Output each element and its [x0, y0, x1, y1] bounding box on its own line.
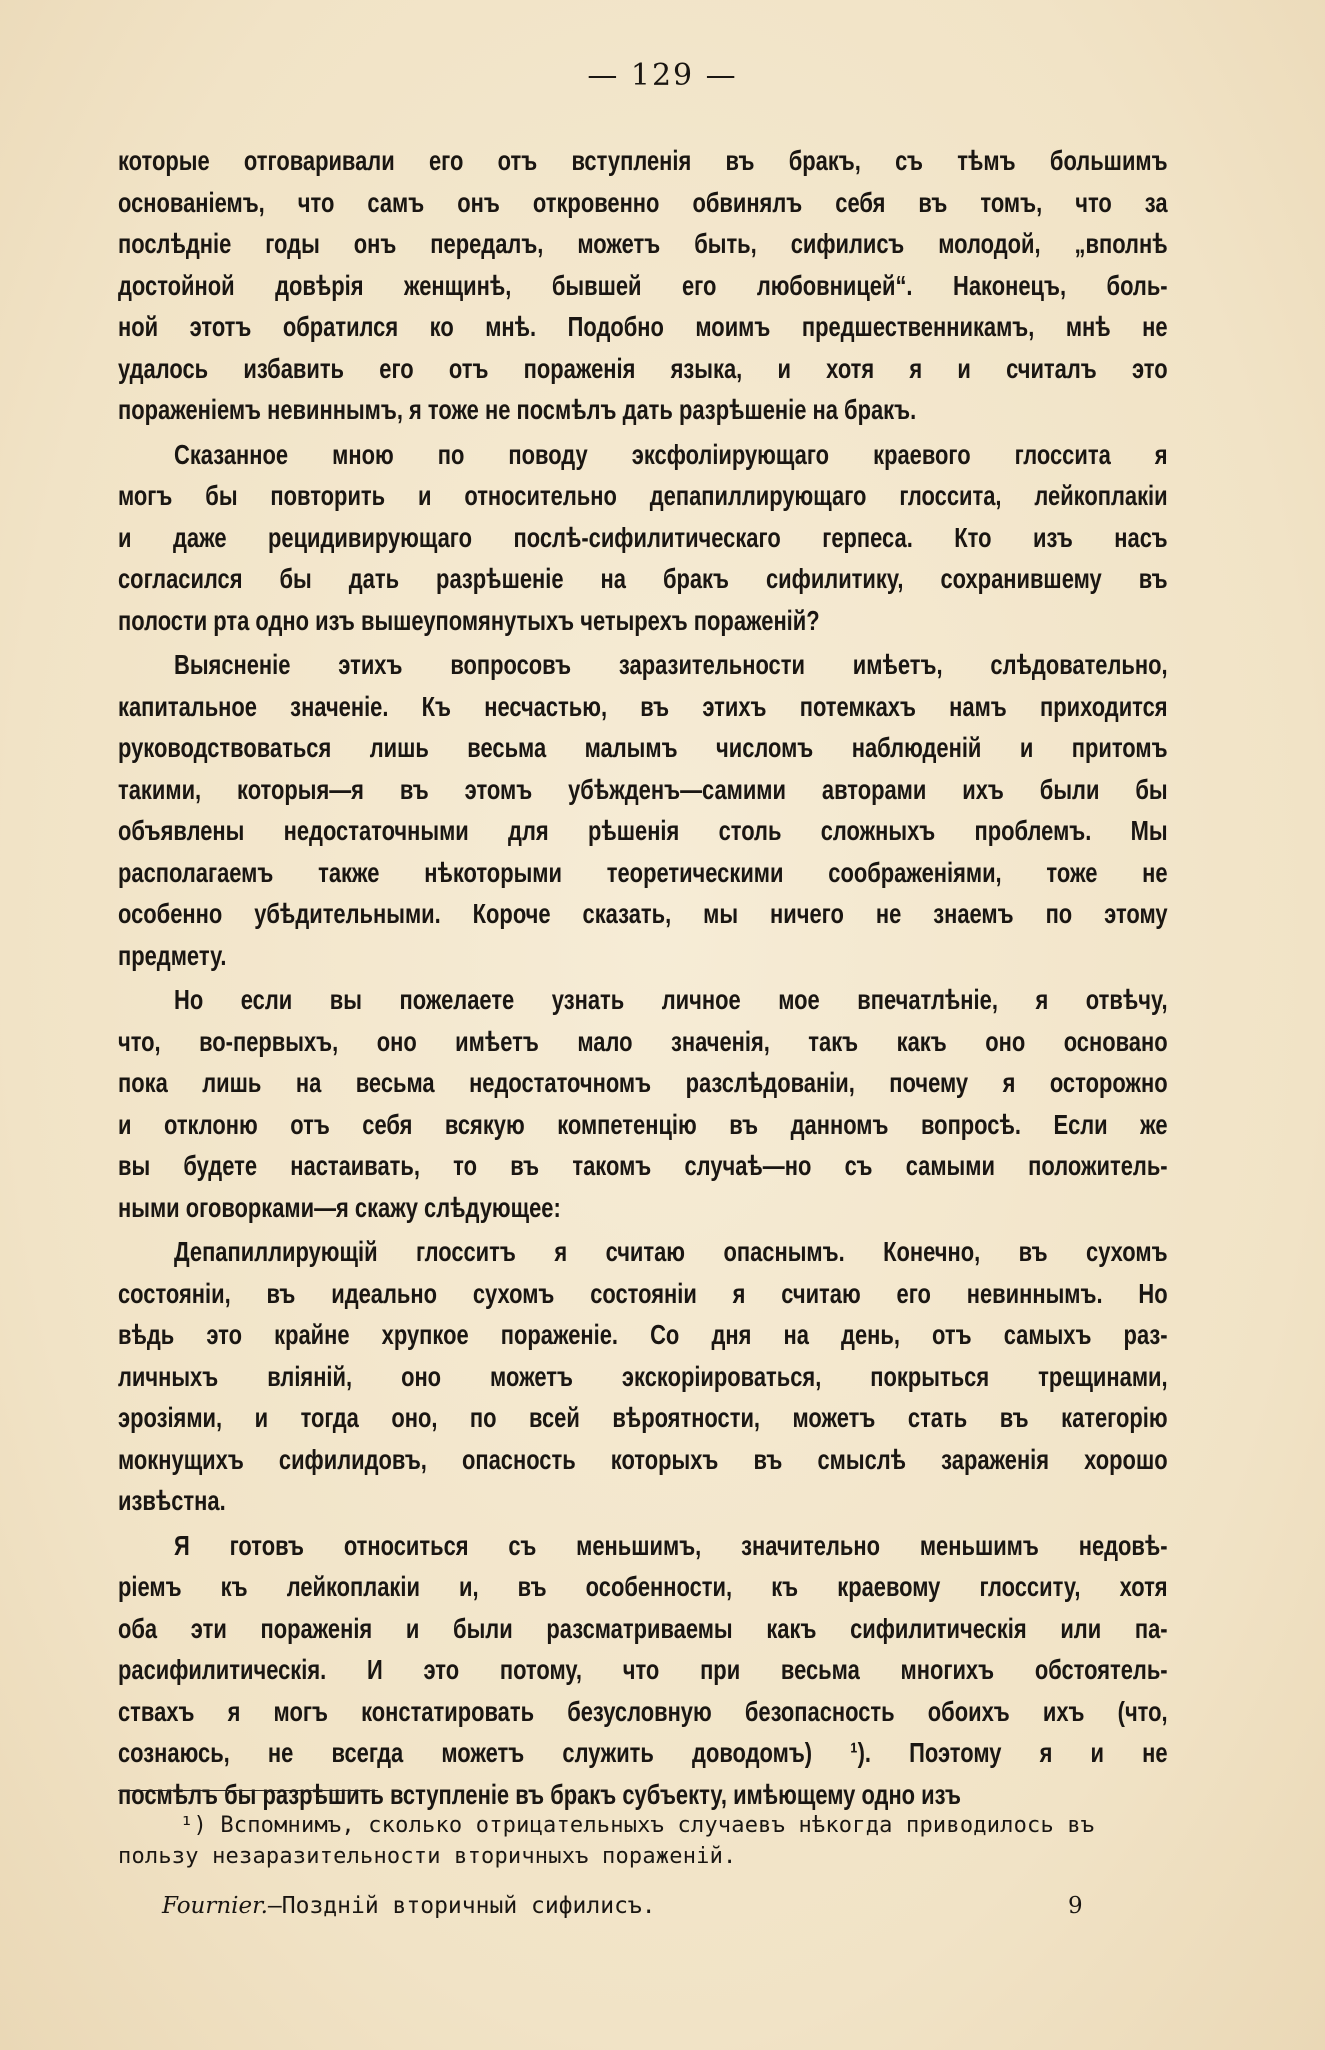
text-line: особенно убѣдительными. Короче сказать, мы ничего не знаемъ по этому — [118, 898, 1168, 929]
text-line: капитальное значеніе. Къ несчастью, въ этихъ потемкахъ намъ приходится — [118, 690, 1168, 722]
paragraph — [118, 979, 1168, 1228]
footnote — [118, 1810, 1170, 1872]
text-line: что, во-первыхъ, оно имѣетъ мало значенія, такъ какъ оно основано — [118, 1025, 1168, 1057]
text-line: основаніемъ, что самъ онъ откровенно обвинялъ себя въ томъ, что за — [118, 186, 1168, 218]
text-line: объявлены недостаточными для рѣшенія столь сложныхъ проблемъ. Мы — [118, 815, 1168, 846]
text-line: ными оговорками—я скажу слѣдующее: — [118, 1191, 561, 1223]
footnote-separator — [118, 1790, 378, 1791]
text-line: эрозіями, и тогда оно, по всей вѣроятности, можетъ стать въ категорію — [118, 1402, 1168, 1433]
text-line: и отклоню отъ себя всякую компетенцію въ данномъ вопросѣ. Если же — [118, 1108, 1168, 1140]
text-line: и даже рецидивирующаго послѣ-сифилитическаго герпеса. Кто изъ насъ — [118, 521, 1168, 553]
signature-line — [162, 1893, 656, 1919]
text-line: руководствоваться лишь весьма малымъ числомъ наблюденій и притомъ — [118, 732, 1168, 763]
text-line: вѣдь это крайне хрупкое пораженіе. Со дня на день, отъ самыхъ раз- — [118, 1319, 1168, 1350]
text-line: послѣдніе годы онъ передалъ, можетъ быть, сифилисъ молодой, „вполнѣ — [118, 228, 1168, 259]
text-line: ріемъ къ лейкоплакіи и, въ особенности, къ краевому глосситу, хотя — [118, 1571, 1168, 1602]
text-line: Сказанное мною по поводу эксфоліирующаго краевого глоссита я — [174, 438, 1168, 470]
text-line: предмету. — [118, 939, 227, 971]
text-line: мокнущихъ сифилидовъ, опасность которыхъ въ смыслѣ зараженія хорошо — [118, 1443, 1168, 1475]
text-line: полости рта одно изъ вышеупомянутыхъ четырехъ пораженій? — [118, 604, 820, 636]
text-line: Депапиллирующій глосситъ я считаю опаснымъ. Конечно, въ сухомъ — [174, 1236, 1168, 1267]
paragraph — [118, 434, 1168, 642]
text-line: ствахъ я могъ констатировать безусловную безопасность обоихъ ихъ (что, — [118, 1695, 1168, 1727]
paragraph — [118, 1525, 1168, 1816]
footnote-line: пользу незаразительности вторичныхъ пораженій. — [118, 1844, 737, 1869]
text-line: вы будете настаивать, то въ такомъ случаѣ—но съ самыми положитель- — [118, 1150, 1168, 1181]
text-line: пока лишь на весьма недостаточномъ разслѣдованіи, почему я осторожно — [118, 1067, 1168, 1098]
text-line: Выясненіе этихъ вопросовъ заразительности имѣетъ, слѣдовательно, — [174, 649, 1168, 680]
text-line: согласился бы дать разрѣшеніе на бракъ сифилитику, сохранившему въ — [118, 563, 1168, 594]
signature-author: Fournier. — [162, 1893, 268, 1919]
main-text — [118, 140, 1168, 1818]
text-line: удалось избавить его отъ пораженія языка, и хотя я и считалъ это — [118, 352, 1168, 384]
text-line: состояніи, въ идеально сухомъ состояніи я считаю его невиннымъ. Но — [118, 1277, 1168, 1309]
signature-title: —Поздній вторичный сифилисъ. — [267, 1893, 656, 1919]
text-line: оба эти пораженія и были разсматриваемы какъ сифилитическія или па- — [118, 1612, 1168, 1644]
text-line: посмѣлъ бы разрѣшить вступленіе въ бракъ субъекту, имѣющему одно изъ — [118, 1778, 961, 1810]
text-line: личныхъ вліяній, оно можетъ экскоріироваться, покрыться трещинами, — [118, 1360, 1168, 1392]
text-line: извѣстна. — [118, 1485, 226, 1516]
paragraph — [118, 1231, 1168, 1522]
text-line: Я готовъ относиться съ меньшимъ, значительно меньшимъ недовѣ- — [174, 1529, 1168, 1561]
page-number: — 129 — — [587, 58, 738, 93]
footnote-line: ¹) Вспомнимъ, сколько отрицательныхъ случаевъ нѣкогда приводилось въ — [180, 1813, 1095, 1838]
paragraph — [118, 140, 1168, 431]
sheet-number: 9 — [1068, 1893, 1083, 1919]
text-line: такими, которыя—я въ этомъ убѣжденъ—самими авторами ихъ были бы — [118, 773, 1168, 805]
paragraph — [118, 644, 1168, 976]
text-line: достойной довѣрія женщинѣ, бывшей его любовницей“. Наконецъ, боль- — [118, 269, 1168, 301]
text-line: сознаюсь, не всегда можетъ служить доводомъ) ¹). Поэтому я и не — [118, 1737, 1168, 1768]
text-line: которые отговаривали его отъ вступленія въ бракъ, съ тѣмъ большимъ — [118, 145, 1168, 176]
text-line: располагаемъ также нѣкоторыми теоретическими соображеніями, тоже не — [118, 856, 1168, 888]
text-line: Но если вы пожелаете узнать личное мое впечатлѣніе, я отвѣчу, — [174, 984, 1168, 1015]
text-line: ной этотъ обратился ко мнѣ. Подобно моимъ предшественникамъ, мнѣ не — [118, 311, 1168, 342]
text-line: пораженіемъ невиннымъ, я тоже не посмѣлъ дать разрѣшеніе на бракъ. — [118, 394, 917, 425]
text-line: могъ бы повторить и относительно депапиллирующаго глоссита, лейкоплакіи — [118, 480, 1168, 511]
text-line: расифилитическія. И это потому, что при весьма многихъ обстоятель- — [118, 1654, 1168, 1685]
